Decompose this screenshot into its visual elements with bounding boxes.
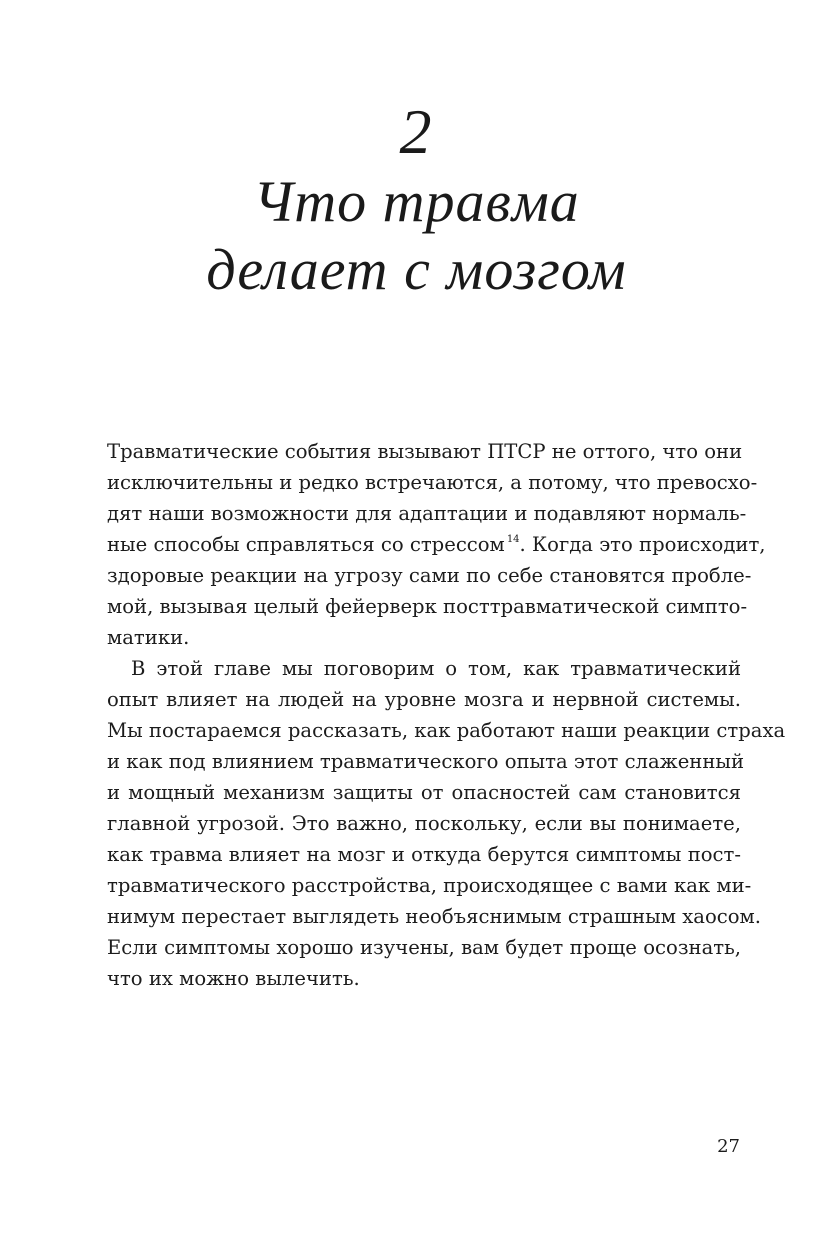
text-line: Травматические события вызывают ПТСР не оттого, что они	[107, 440, 743, 463]
text-line: и мощный механизм защиты от опасностей сам становится	[107, 781, 741, 804]
text-line: нимум перестает выглядеть необъяснимым страшным хаосом.	[107, 905, 762, 928]
text-line-part: ные способы справляться со стрессом	[107, 533, 505, 556]
text-line: опыт влияет на людей на уровне мозга и нервной системы.	[107, 688, 741, 711]
text-line: травматического расстройства, происходящее с вами как ми-	[107, 874, 752, 897]
footnote-reference[interactable]: 14	[506, 534, 520, 545]
text-line: здоровые реакции на угрозу сами по себе становятся пробле-	[107, 564, 752, 587]
text-line: В этой главе мы поговорим о том, как травматический	[131, 657, 741, 680]
chapter-title	[0, 168, 833, 304]
page-number: 27	[717, 1136, 740, 1157]
text-line: Мы постараемся рассказать, как работают наши реакции страха	[107, 719, 786, 742]
text-line: и как под влиянием травматического опыта этот слаженный	[107, 750, 745, 773]
text-line: как травма влияет на мозг и откуда берутся симптомы пост-	[107, 843, 741, 866]
text-line: исключительны и редко встречаются, а потому, что превосхо-	[107, 471, 758, 494]
text-line: что их можно вылечить.	[107, 967, 360, 990]
text-line: дят наши возможности для адаптации и подавляют нормаль-	[107, 502, 747, 525]
text-line: матики.	[107, 626, 190, 649]
text-line: главной угрозой. Это важно, поскольку, если вы понимаете,	[107, 812, 741, 835]
chapter-title-line-1: Что травма	[253, 169, 580, 234]
text-line: Если симптомы хорошо изучены, вам будет проще осознать,	[107, 936, 741, 959]
text-line-with-footnote	[107, 529, 766, 560]
chapter-number: 2	[399, 96, 434, 167]
chapter-title-line-2: делает с мозгом	[206, 237, 627, 302]
text-line: мой, вызывая целый фейерверк посттравматической симпто-	[107, 595, 748, 618]
chapter-body	[107, 436, 786, 994]
text-line-part: . Когда это происходит,	[519, 533, 766, 556]
